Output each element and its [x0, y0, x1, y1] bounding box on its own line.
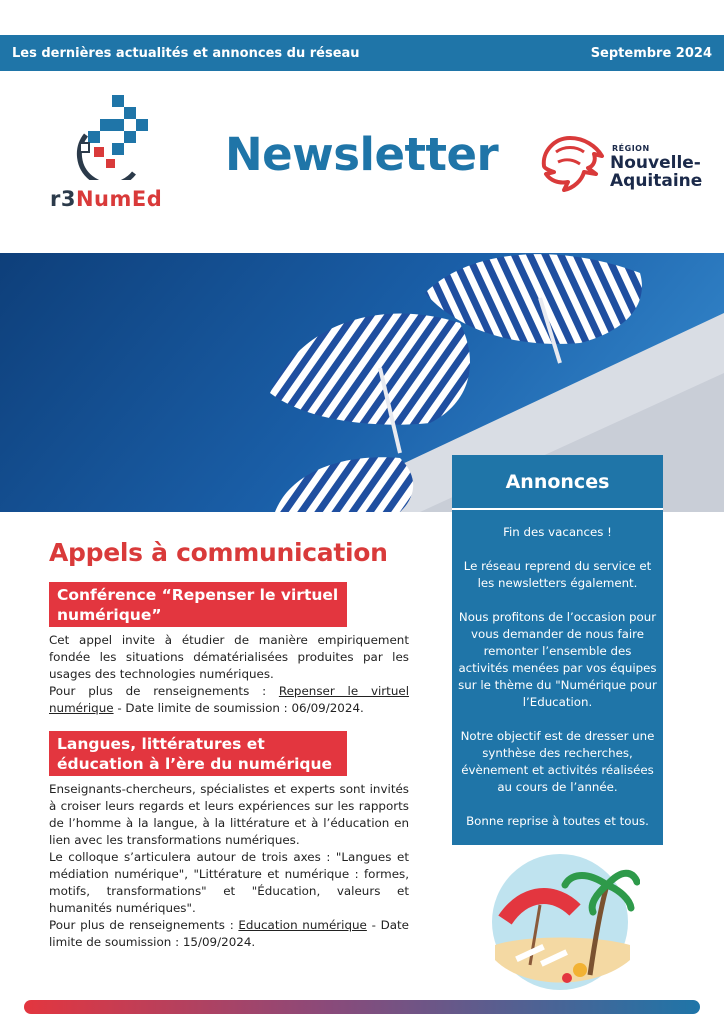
conference-description: [49, 632, 409, 717]
conference-more-prefix: Pour plus de renseignements :: [49, 684, 279, 698]
annonces-paragraph-1: Fin des vacances !: [503, 525, 612, 539]
langues-text-2: Le colloque s’articulera autour de trois axes : "Langues et médiation numérique", "Littérature et numérique : formes, motifs, transformations" et "Éducation, valeurs et humanités numériques".: [49, 850, 409, 915]
footer-gradient-bar: [24, 1000, 700, 1014]
region-logo-line2: Aquitaine: [610, 170, 703, 191]
conference-link[interactable]: Repenser le virtuel numérique: [49, 684, 409, 715]
r3numed-wordmark-prefix: r3: [50, 187, 76, 211]
langues-deadline: - Date limite de soumission : 15/09/2024.: [49, 918, 409, 949]
lion-icon: [538, 132, 610, 194]
r3numed-logo: [50, 95, 175, 210]
r3numed-wordmark-brand: NumEd: [75, 187, 163, 211]
region-logo-small: RÉGION: [612, 144, 650, 153]
langues-text: Enseignants-chercheurs, spécialistes et experts sont invités à croiser leurs regards et leurs expériences sur les rapports de l’homme à la langue, à la littérature et à l’éducation en lien avec les transformations numériques.: [49, 782, 409, 847]
annonces-paragraph-5: Bonne reprise à toutes et tous.: [466, 814, 649, 828]
beach-illustration: [485, 850, 640, 995]
r3numed-wordmark: [50, 187, 162, 211]
annonces-paragraph-4: Notre objectif est de dresser une synthèse des recherches, évènement et activités réalisées au cours de l’année.: [460, 729, 655, 794]
top-banner: [0, 35, 724, 71]
region-logo-line1: Nouvelle-: [610, 152, 701, 173]
conference-text: Cet appel invite à étudier de manière empiriquement fondée les situations dématérialisées produites par les usages des technologies numériques.: [49, 633, 409, 681]
annonces-paragraph-3: Nous profitons de l’occasion pour vous demander de nous faire remonter l’ensemble des activités menées par vos équipes sur le thème du "Numérique pour l’Education.: [458, 610, 657, 709]
region-nouvelle-aquitaine-logo: [538, 132, 708, 194]
banner-date: Septembre 2024: [590, 45, 712, 61]
langues-title-tag: Langues, littératures et éducation à l’ère du numérique: [49, 731, 347, 776]
conference-title-tag: Conférence “Repenser le virtuel numérique”: [49, 582, 347, 627]
langues-link[interactable]: Education numérique: [238, 918, 367, 932]
region-logo-text: [610, 138, 702, 190]
annonces-paragraph-2: Le réseau reprend du service et les newsletters également.: [463, 559, 652, 590]
annonces-body: [452, 510, 663, 830]
langues-description: [49, 781, 409, 951]
newsletter-title: Newsletter: [225, 128, 499, 181]
banner-tagline: Les dernières actualités et annonces du réseau: [12, 45, 360, 61]
r3numed-logo-mark: [72, 95, 152, 180]
annonces-title: Annonces: [452, 455, 663, 510]
conference-deadline: - Date limite de soumission : 06/09/2024.: [113, 701, 364, 715]
appels-section-title: Appels à communication: [49, 538, 388, 567]
langues-more-prefix: Pour plus de renseignements :: [49, 918, 239, 932]
annonces-panel: [452, 455, 663, 845]
